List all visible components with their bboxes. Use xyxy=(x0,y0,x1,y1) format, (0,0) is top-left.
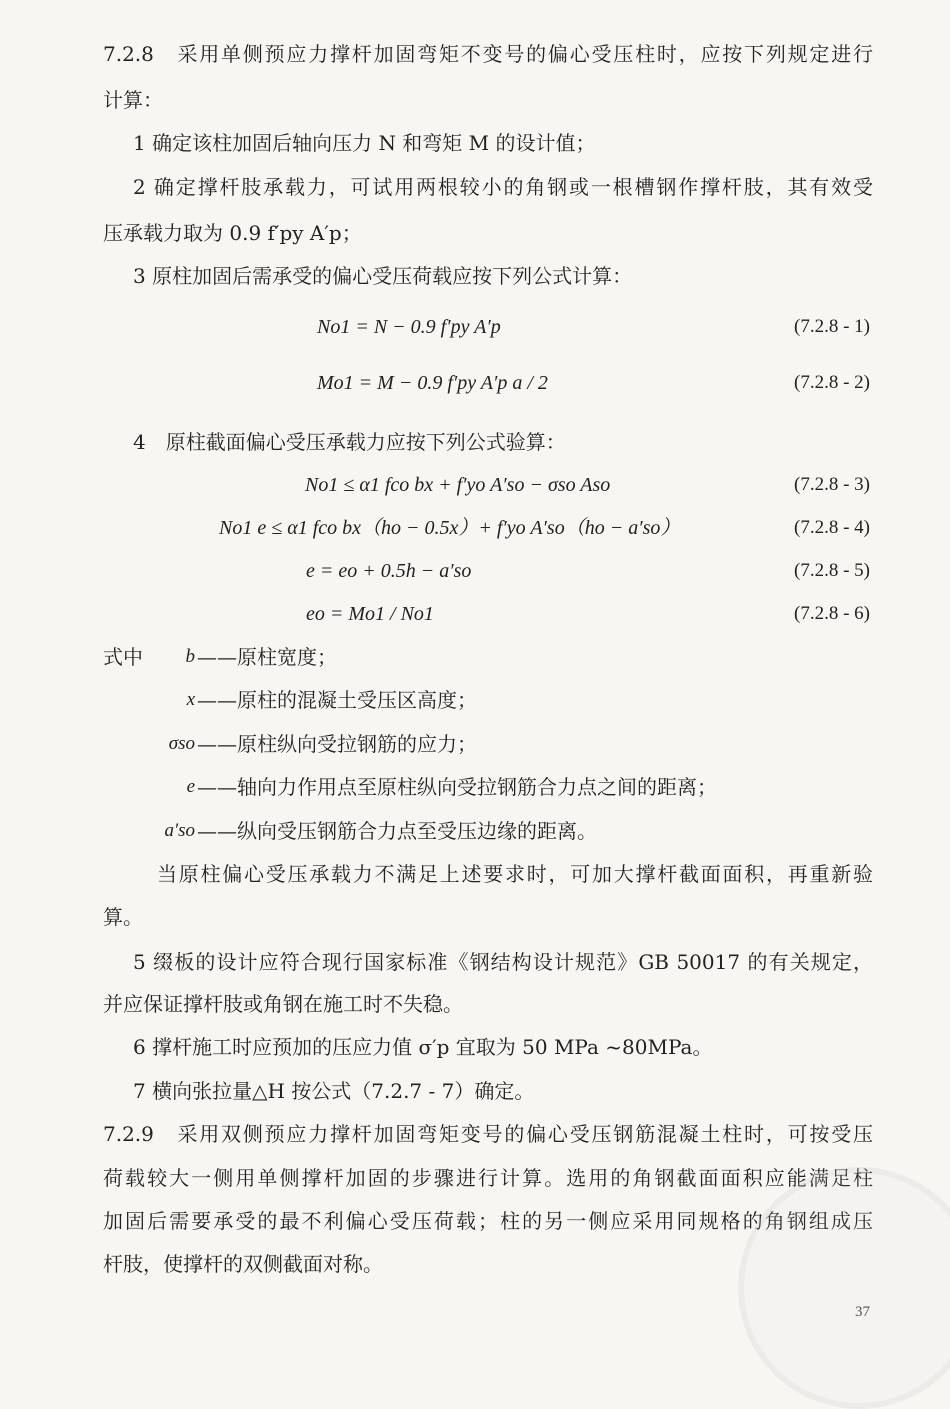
definition-b: ——原柱宽度； xyxy=(197,645,337,669)
definition-e: ——轴向力作用点至原柱纵向受拉钢筋合力点之间的距离； xyxy=(197,775,717,799)
note-line1: 当原柱偏心受压承载力不满足上述要求时，可加大撑杆截面面积，再重新验 xyxy=(157,862,873,886)
symbol-a-so: a′so xyxy=(164,820,195,841)
equation-7-2-8-1: No1 = N − 0.9 f′py A′p xyxy=(317,316,501,338)
clause-7-2-9-line3: 加固后需要承受的最不利偏心受压荷载；柱的另一侧应采用同规格的角钢组成压 xyxy=(103,1209,873,1233)
clause-7-2-9-line4: 杆肢，使撑杆的双侧截面对称。 xyxy=(103,1252,383,1276)
definition-x: ——原柱的混凝土受压区高度； xyxy=(197,688,477,712)
equation-number-2: (7.2.8 - 2) xyxy=(794,372,870,393)
clause-7-2-9-line2: 荷载较大一侧用单侧撑杆加固的步骤进行计算。选用的角钢截面面积应能满足柱 xyxy=(103,1166,873,1190)
item-2-line1: 2 确定撑杆肢承载力，可试用两根较小的角钢或一根槽钢作撑杆肢，其有效受 xyxy=(133,175,873,199)
watermark-seal xyxy=(738,1167,950,1409)
item-6: 6 撑杆施工时应预加的压应力值 σ′p 宜取为 50 MPa ~80MPa。 xyxy=(133,1035,713,1059)
symbol-e: e xyxy=(186,776,195,797)
equation-number-4: (7.2.8 - 4) xyxy=(794,517,870,538)
item-5-line1: 5 缀板的设计应符合现行国家标准《钢结构设计规范》GB 50017 的有关规定， xyxy=(133,950,873,974)
item-7: 7 横向张拉量△H 按公式（7.2.7 - 7）确定。 xyxy=(133,1079,535,1103)
clause-7-2-9-line1: 7.2.9 采用双侧预应力撑杆加固弯矩变号的偏心受压钢筋混凝土柱时，可按受压 xyxy=(103,1122,873,1146)
item-1: 1 确定该柱加固后轴向压力 N 和弯矩 M 的设计值； xyxy=(133,131,596,155)
equation-7-2-8-4: No1 e ≤ α1 fco bx（ho − 0.5x）+ f′yo A′so（ho − a′so） xyxy=(219,517,681,539)
item-3: 3 原柱加固后需承受的偏心受压荷载应按下列公式计算： xyxy=(133,264,633,288)
equation-7-2-8-5: e = eo + 0.5h − a′so xyxy=(306,560,472,582)
equation-number-6: (7.2.8 - 6) xyxy=(794,603,870,624)
equation-number-1: (7.2.8 - 1) xyxy=(794,316,870,337)
equation-7-2-8-2: Mo1 = M − 0.9 f′py A′p a / 2 xyxy=(317,372,548,394)
clause-7-2-8-line2: 计算： xyxy=(103,88,163,112)
equation-number-5: (7.2.8 - 5) xyxy=(794,560,870,581)
equation-7-2-8-6: eo = Mo1 / No1 xyxy=(306,603,434,625)
item-2-line2: 压承载力取为 0.9 f′py A′p； xyxy=(103,221,362,245)
item-5-line2: 并应保证撑杆肢或角钢在施工时不失稳。 xyxy=(103,992,463,1016)
item-4: 4 原柱截面偏心受压承载力应按下列公式验算： xyxy=(133,430,566,454)
clause-7-2-8-line1: 7.2.8 采用单侧预应力撑杆加固弯矩不变号的偏心受压柱时，应按下列规定进行 xyxy=(103,42,873,66)
definition-a-so: ——纵向受压钢筋合力点至受压边缘的距离。 xyxy=(197,819,597,843)
definition-sigma-so: ——原柱纵向受拉钢筋的应力； xyxy=(197,732,477,756)
symbol-x: x xyxy=(186,689,195,710)
equation-7-2-8-3: No1 ≤ α1 fco bx + f′yo A′so − σso Aso xyxy=(305,474,611,496)
symbol-b: b xyxy=(185,646,195,667)
page-number: 37 xyxy=(855,1304,870,1320)
symbol-sigma-so: σso xyxy=(168,733,195,754)
note-line2: 算。 xyxy=(103,905,143,929)
equation-number-3: (7.2.8 - 3) xyxy=(794,474,870,495)
where-label: 式中 xyxy=(103,645,143,669)
